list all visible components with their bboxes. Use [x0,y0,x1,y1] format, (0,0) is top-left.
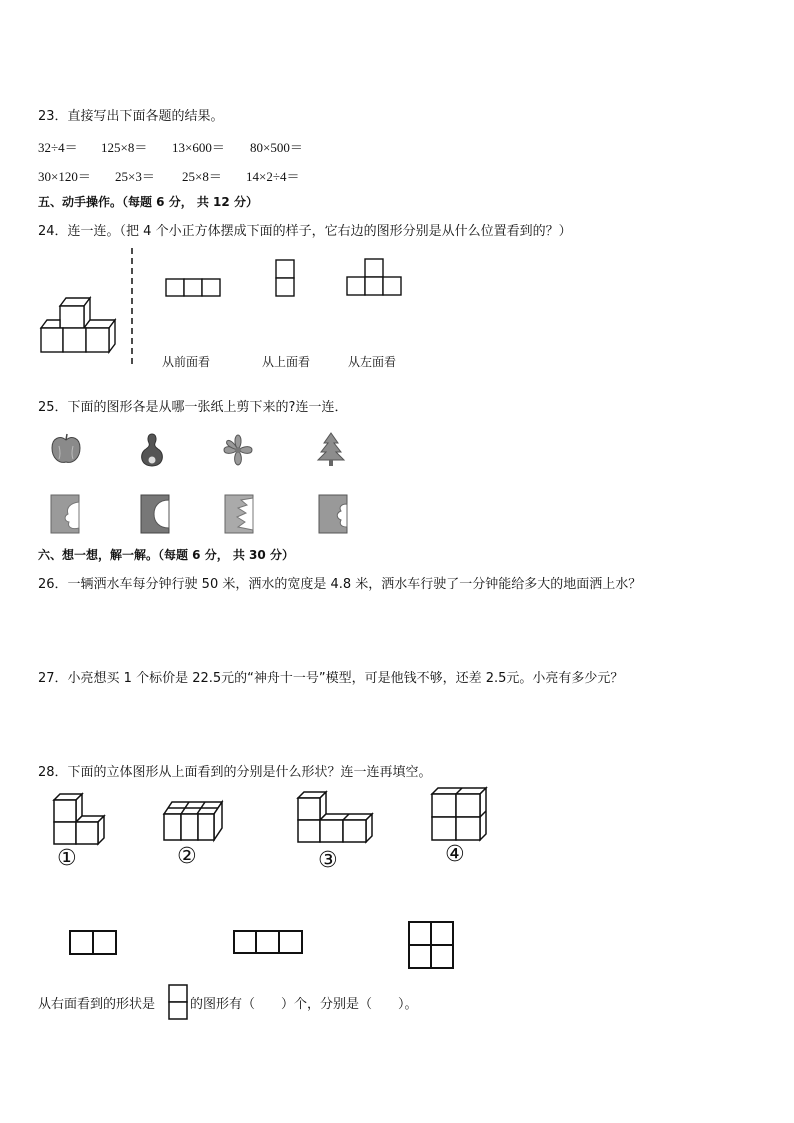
solid-figure-1 [52,792,108,846]
view-front-shape [165,278,221,297]
calc-item: 25×3＝ [115,169,155,184]
view-left-shape [346,258,402,296]
q28-fill-before: 从右面看到的形状是 [38,997,156,1012]
figure-number-4: ④ [445,842,465,867]
calc-item: 125×8＝ [101,140,148,155]
calc-item: 30×120＝ [38,169,91,184]
calc-item: 14×2÷4＝ [246,169,300,184]
dashed-divider [130,248,134,368]
paper-zigzag-cut-icon [224,494,254,534]
solid-figure-2 [162,800,224,842]
paper-leaf-cut-icon [50,494,80,534]
answer-shape-two-squares [69,930,117,956]
label-front-view: 从前面看 [162,355,211,369]
solid-figure-4 [430,786,488,842]
calc-item: 32÷4＝ [38,140,78,155]
figure-number-3: ③ [318,848,338,873]
paper-round-cut-icon [318,494,348,534]
calc-item: 13×600＝ [172,140,225,155]
label-left-view: 从左面看 [348,355,397,369]
q27-title: 27．小亮想买 1 个标价是 22.5元的“神舟十一号”模型，可是他钱不够，还差 2.5元。小亮有多少元？ [38,671,624,686]
q28-fill-after: 的图形有（ ）个，分别是（ ）。 [190,997,418,1012]
apple-shape-icon [49,432,83,466]
flower-shape-icon [221,433,255,467]
tree-shape-icon [314,431,348,467]
answer-shape-three-squares [233,930,303,955]
gourd-shape-icon [137,432,167,468]
label-top-view: 从上面看 [262,355,311,369]
q23-title: 23．直接写出下面各题的结果。 [38,109,224,124]
section6-title: 六、想一想，解一解。（每题 6 分， 共 30 分） [38,548,294,562]
q24-cube-stack [40,292,125,354]
calc-item: 25×8＝ [182,169,222,184]
answer-shape-four-squares [408,921,454,969]
figure-number-2: ② [177,844,197,869]
q26-title: 26．一辆洒水车每分钟行驶 50 米，洒水的宽度是 4.8 米，洒水车行驶了一分钟能给多大的地面洒上水？ [38,577,642,592]
q25-title: 25．下面的图形各是从哪一张纸上剪下来的?连一连． [38,400,348,415]
calc-item: 80×500＝ [250,140,303,155]
paper-c-cut-icon [140,494,170,534]
q28-title: 28．下面的立体图形从上面看到的分别是什么形状？连一连再填空。 [38,765,432,780]
view-top-shape [275,259,295,297]
q24-title: 24．连一连。（把 4 个小正方体摆成下面的样子，它右边的图形分别是从什么位置看到的？） [38,224,572,239]
section5-title: 五、动手操作。（每题 6 分， 共 12 分） [38,195,258,209]
figure-number-1: ① [57,846,77,871]
solid-figure-3 [296,790,374,844]
inline-vertical-two-squares [168,984,188,1020]
